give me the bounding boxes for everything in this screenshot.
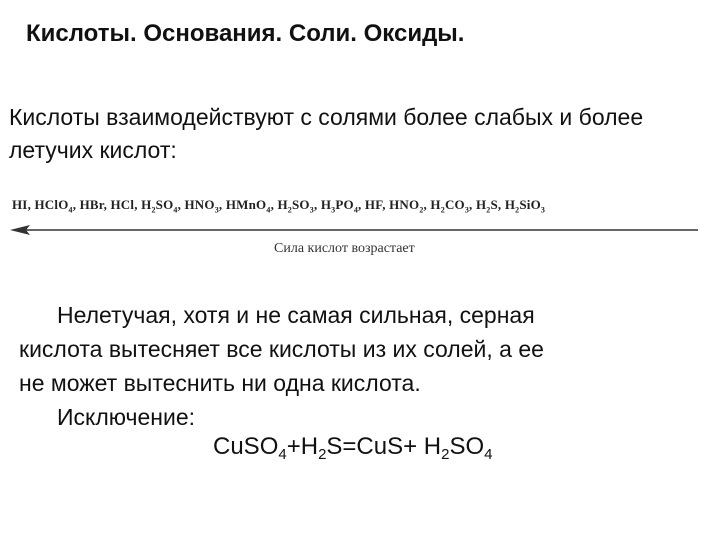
acid-formula: $H_2SO_4$	[141, 197, 178, 215]
intro-text: Кислоты взаимодействуют с солями более слабых и более летучих кислот:	[9, 104, 644, 163]
explanation-paragraph	[19, 298, 709, 434]
eq-sub-4: 4	[484, 446, 493, 463]
formula-separator: ,	[423, 197, 431, 212]
eq-part-2: +H	[286, 433, 319, 460]
acid-formula: $H_2SiO_3$	[504, 197, 546, 215]
acid-formula: $H_2CO_3$	[430, 197, 470, 215]
paragraph-line-1: Нелетучая, хотя и не самая сильная, серная	[57, 302, 535, 328]
acid-formula: HI	[12, 197, 28, 212]
formula-separator: ,	[382, 197, 390, 212]
acid-formula: $HNO_3$	[184, 197, 219, 215]
eq-part-1: CuSO	[213, 433, 279, 460]
formula-separator: ,	[270, 197, 278, 212]
formula-separator: ,	[72, 197, 80, 212]
formula-separator: ,	[134, 197, 142, 212]
acid-formula: HF	[364, 197, 383, 212]
formula-separator: ,	[313, 197, 321, 212]
acid-formula: $H_2SO_3$	[277, 197, 314, 215]
acid-formula: $H_3PO_4$	[320, 197, 359, 215]
acid-strength-series	[12, 197, 702, 215]
eq-sub-3: 2	[441, 446, 450, 463]
slide-title: Кислоты. Основания. Соли. Оксиды.	[26, 20, 465, 47]
formula-separator: ,	[358, 197, 365, 212]
paragraph-line-3: не может вытеснить ни одна кислота.	[19, 370, 421, 396]
formula-separator: ,	[103, 197, 111, 212]
formula-separator: ,	[469, 197, 476, 212]
eq-part-3: S=CuS+ H	[326, 433, 442, 460]
arrow-caption: Сила кислот возрастает	[274, 241, 415, 256]
acid-formula: $H_2S$	[475, 197, 498, 215]
formula-separator: ,	[497, 197, 505, 212]
acid-formula: HClO$_4$	[34, 197, 73, 215]
eq-sub-2: 2	[318, 446, 327, 463]
reaction-equation	[213, 433, 493, 463]
acid-formula: HMnO$_4$	[225, 197, 271, 215]
eq-part-4: SO	[449, 433, 485, 460]
acid-strength-arrow	[8, 222, 700, 238]
formula-separator: ,	[177, 197, 185, 212]
acid-formula: HBr	[79, 197, 104, 212]
formula-separator: ,	[218, 197, 226, 212]
formula-separator: ,	[27, 197, 35, 212]
acid-formula: $HNO_2$	[389, 197, 424, 215]
eq-sub-1: 4	[278, 446, 287, 463]
paragraph-line-2: кислота вытесняет все кислоты из их солей, а ее	[19, 336, 544, 362]
acid-formula: HCl	[110, 197, 135, 212]
paragraph-line-4: Исключение:	[57, 404, 196, 430]
